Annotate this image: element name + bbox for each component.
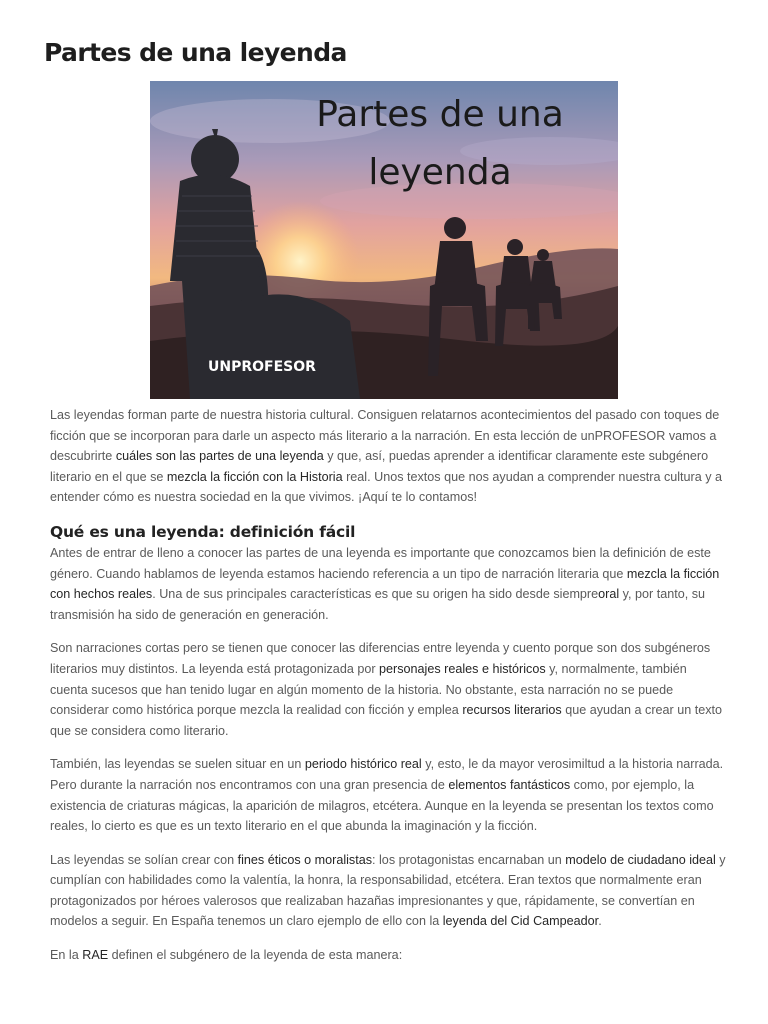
bold-text: oral <box>598 587 620 602</box>
bold-text: personajes reales e históricos <box>379 661 546 676</box>
paragraph-1: Antes de entrar de lleno a conocer las partes de una leyenda es importante que conozcamos bien la definición de este género. Cuando hablamos de leyenda estamos haciendo referencia a un tipo de narración literaria que mezcla la ficción con hechos reales. Una de sus principales características es que su origen ha sido desde siempreoral y, por tanto, su transmisión ha sido de generación en generación. <box>50 545 720 622</box>
article-body <box>50 405 726 979</box>
paragraph-4: Las leyendas se solían crear con fines éticos o moralistas: los protagonistas encarnaban un modelo de ciudadano ideal y cumplían con habilidades como la valentía, la honra, la responsabilidad, etcétera. Eran textos que normalmente eran protagonizados por héroes valerosos que realizaban hazañas impresionantes y que, rápidamente, se convertían en modelos a seguir. En España tenemos un claro ejemplo de ello con la leyenda del Cid Campeador. <box>50 852 726 929</box>
hero-heading-line1: Partes de una <box>316 94 564 135</box>
bold-text: cuáles son las partes de una leyenda <box>115 449 324 464</box>
bold-text: mezcla la ficción con hechos reales <box>50 566 720 602</box>
paragraph-3: También, las leyendas se suelen situar en un periodo histórico real y, esto, le da mayor verosimiltud a la historia narrada. Pero durante la narración nos encontramos con una gran presencia de elementos fantásticos como, por ejemplo, la existencia de criaturas mágicas, la aparición de milagros, etcétera. Aunque en la leyenda se presentan los textos como reales, lo cierto es que es un texto literario en el que abunda la imaginación y la ficción. <box>50 757 724 834</box>
bold-text: fines éticos o moralistas <box>237 852 373 867</box>
bold-text: leyenda del Cid Campeador <box>442 914 599 929</box>
section-heading: Qué es una leyenda: definición fácil <box>50 522 356 541</box>
hero-heading-line2: leyenda <box>368 152 512 193</box>
bold-text: periodo histórico real <box>304 757 422 772</box>
paragraph-5: En la RAE definen el subgénero de la leyenda de esta manera: <box>50 948 403 963</box>
hero-image <box>150 81 618 399</box>
paragraph-2: Son narraciones cortas pero se tienen que conocer las diferencias entre leyenda y cuento porque son dos subgéneros literarios muy distintos. La leyenda está protagonizada por personajes reales e históricos y, normalmente, también cuenta sucesos que han tenido lugar en algún momento de la historia. No obstante, esta narración no se puede considerar como histórica porque mezcla la realidad con ficción y emplea recursos literarios que ayudan a crear un texto que se considera como literario. <box>50 641 723 738</box>
rae-link[interactable]: RAE <box>82 948 109 963</box>
bold-text: mezcla la ficción con la Historia <box>166 469 343 484</box>
intro-paragraph: Las leyendas forman parte de nuestra historia cultural. Consiguen relatarnos acontecimientos del pasado con toques de ficción que se incorporan para darle un aspecto más literario a la narración. En esta lección de unPROFESOR vamos a descubrirte cuáles son las partes de una leyenda y que, así, puedas aprender a identificar claramente este subgénero literario en el que se mezcla la ficción con la Historia real. Unos textos que nos ayudan a comprender nuestra cultura y a entender cómo es nuestra sociedad en la que vivimos. ¡Aquí te lo contamos! <box>50 408 723 505</box>
hero-brand-logo: UNPROFESOR <box>208 359 316 375</box>
bold-text: elementos fantásticos <box>448 777 571 792</box>
page-title: Partes de una leyenda <box>44 38 347 67</box>
bold-text: recursos literarios <box>462 703 562 718</box>
bold-text: modelo de ciudadano ideal <box>565 852 716 867</box>
